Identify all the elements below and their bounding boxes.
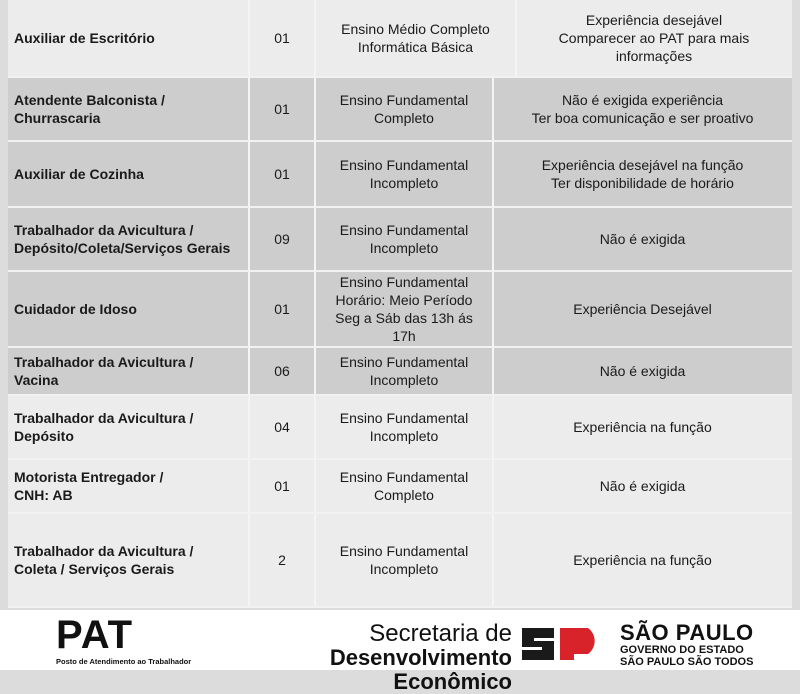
column-divider	[492, 142, 494, 206]
vacancy-count: 2	[278, 552, 286, 568]
job-title	[8, 208, 249, 270]
requirement-line: Não é exigida	[599, 363, 686, 379]
job-title-line: Auxiliar de Cozinha	[14, 166, 144, 182]
sp-logo-icon	[520, 624, 612, 669]
experience-requirement	[493, 142, 792, 206]
education-requirement	[315, 208, 493, 270]
column-divider	[248, 460, 250, 512]
column-divider	[248, 272, 250, 346]
job-title-line: Depósito	[14, 428, 74, 444]
job-title-line: Cuidador de Idoso	[14, 301, 137, 317]
job-title-line: Coleta / Serviços Gerais	[14, 561, 175, 577]
experience-requirement	[493, 348, 792, 394]
education-line: Completo	[374, 110, 434, 126]
job-title	[8, 514, 249, 606]
column-divider	[314, 396, 316, 458]
column-divider	[248, 142, 250, 206]
column-divider	[492, 396, 494, 458]
column-divider	[248, 208, 250, 270]
job-title-line: CNH: AB	[14, 487, 73, 503]
job-title-line: Churrascaria	[14, 110, 101, 126]
table-row	[8, 142, 792, 208]
experience-requirement	[493, 514, 792, 606]
column-divider	[492, 348, 494, 394]
education-line: Ensino Fundamental	[339, 543, 469, 559]
education-line: Ensino Médio Completo	[341, 21, 490, 37]
job-title-line: Motorista Entregador /	[14, 469, 164, 485]
education-line: Ensino Fundamental	[339, 92, 469, 108]
education-line: Ensino Fundamental	[339, 354, 469, 370]
requirement-line: Experiência desejável na função	[541, 157, 744, 173]
column-divider	[248, 78, 250, 140]
education-line: Completo	[374, 487, 434, 503]
vacancy-count: 01	[274, 101, 290, 117]
job-title-line: Trabalhador da Avicultura /	[14, 222, 194, 238]
job-title-line: Atendente Balconista /	[14, 92, 165, 108]
requirement-line: Experiência na função	[573, 419, 712, 435]
column-divider	[248, 396, 250, 458]
education-line: Ensino Fundamental	[339, 157, 469, 173]
experience-requirement	[493, 272, 792, 346]
job-title	[8, 272, 249, 346]
sp-gov: GOVERNO DO ESTADO	[620, 644, 744, 656]
table-row	[8, 78, 792, 142]
education-requirement	[315, 142, 493, 206]
education-line: Informática Básica	[357, 39, 474, 55]
job-title-line: Trabalhador da Avicultura /	[14, 354, 194, 370]
education-line: Ensino Fundamental	[339, 469, 469, 485]
column-divider	[314, 78, 316, 140]
education-line: Ensino Fundamental	[339, 274, 469, 290]
column-divider	[492, 78, 494, 140]
vacancy-count: 01	[274, 478, 290, 494]
education-requirement	[315, 460, 493, 512]
education-line: Seg a Sáb das 13h ás	[335, 310, 473, 326]
education-line: Incompleto	[369, 175, 439, 191]
job-table	[8, 0, 792, 608]
education-requirement	[315, 396, 493, 458]
column-divider	[314, 142, 316, 206]
table-row	[8, 460, 792, 514]
job-title-line: Depósito/Coleta/Serviços Gerais	[14, 240, 231, 256]
column-divider	[314, 272, 316, 346]
experience-requirement	[493, 208, 792, 270]
job-title	[8, 396, 249, 458]
requirement-line: informações	[615, 48, 693, 64]
column-divider	[248, 0, 250, 76]
job-title-line: Trabalhador da Avicultura /	[14, 410, 194, 426]
experience-requirement	[493, 78, 792, 140]
pat-subtitle: Posto de Atendimento ao Trabalhador	[56, 657, 192, 666]
requirement-line: Experiência na função	[573, 552, 712, 568]
education-line: Horário: Meio Período	[335, 292, 473, 308]
requirement-line: Ter boa comunicação e ser proativo	[531, 110, 754, 126]
column-divider	[314, 0, 316, 76]
education-line: Incompleto	[369, 240, 439, 256]
vacancy-count: 01	[274, 166, 290, 182]
column-divider	[248, 514, 250, 606]
column-divider	[515, 0, 517, 76]
job-title	[8, 78, 249, 140]
table-row	[8, 514, 792, 608]
column-divider	[314, 460, 316, 512]
vacancy-count: 01	[274, 30, 290, 46]
education-requirement	[315, 78, 493, 140]
requirement-line: Comparecer ao PAT para mais	[558, 30, 750, 46]
secretaria-logo	[212, 622, 512, 694]
column-divider	[492, 514, 494, 606]
job-title	[8, 460, 249, 512]
education-requirement	[315, 348, 493, 394]
table-row	[8, 208, 792, 272]
requirement-line: Não é exigida experiência	[561, 92, 724, 108]
job-title-line: Vacina	[14, 372, 59, 388]
vacancy-count: 04	[274, 419, 290, 435]
column-divider	[314, 208, 316, 270]
vacancy-count: 09	[274, 231, 290, 247]
pat-title: PAT	[56, 613, 134, 657]
job-title	[8, 348, 249, 394]
column-divider	[492, 460, 494, 512]
experience-requirement	[516, 0, 792, 76]
experience-requirement	[493, 460, 792, 512]
job-title	[8, 0, 249, 76]
column-divider	[492, 272, 494, 346]
table-row	[8, 0, 792, 78]
sp-slogan: SÃO PAULO SÃO TODOS	[620, 656, 754, 668]
education-requirement	[315, 272, 493, 346]
requirement-line: Experiência Desejável	[573, 301, 712, 317]
job-title	[8, 142, 249, 206]
column-divider	[314, 514, 316, 606]
sp-government-logo	[620, 622, 754, 668]
column-divider	[248, 348, 250, 394]
education-requirement	[315, 514, 493, 606]
education-line: Incompleto	[369, 372, 439, 388]
vacancy-count: 06	[274, 363, 290, 379]
education-line: Incompleto	[369, 561, 439, 577]
education-line: Ensino Fundamental	[339, 410, 469, 426]
sp-name: SÃO PAULO	[620, 620, 754, 645]
table-row	[8, 348, 792, 396]
secretaria-line2: Desenvolvimento Econômico	[329, 645, 512, 694]
job-title-line: Trabalhador da Avicultura /	[14, 543, 194, 559]
education-line: Ensino Fundamental	[339, 222, 469, 238]
requirement-line: Ter disponibilidade de horário	[551, 175, 734, 191]
requirement-line: Não é exigida	[599, 478, 686, 494]
column-divider	[492, 208, 494, 270]
education-line: 17h	[392, 328, 416, 344]
column-divider	[314, 348, 316, 394]
footer	[0, 610, 800, 694]
education-line: Incompleto	[369, 428, 439, 444]
experience-requirement	[493, 396, 792, 458]
table-row	[8, 272, 792, 348]
requirement-line: Não é exigida	[599, 231, 686, 247]
education-requirement	[315, 0, 516, 76]
vacancy-count: 01	[274, 301, 290, 317]
requirement-line: Experiência desejável	[585, 12, 723, 28]
table-row	[8, 396, 792, 460]
pat-logo	[56, 614, 191, 666]
secretaria-line1: Secretaria de	[369, 620, 512, 647]
job-title-line: Auxiliar de Escritório	[14, 30, 155, 46]
